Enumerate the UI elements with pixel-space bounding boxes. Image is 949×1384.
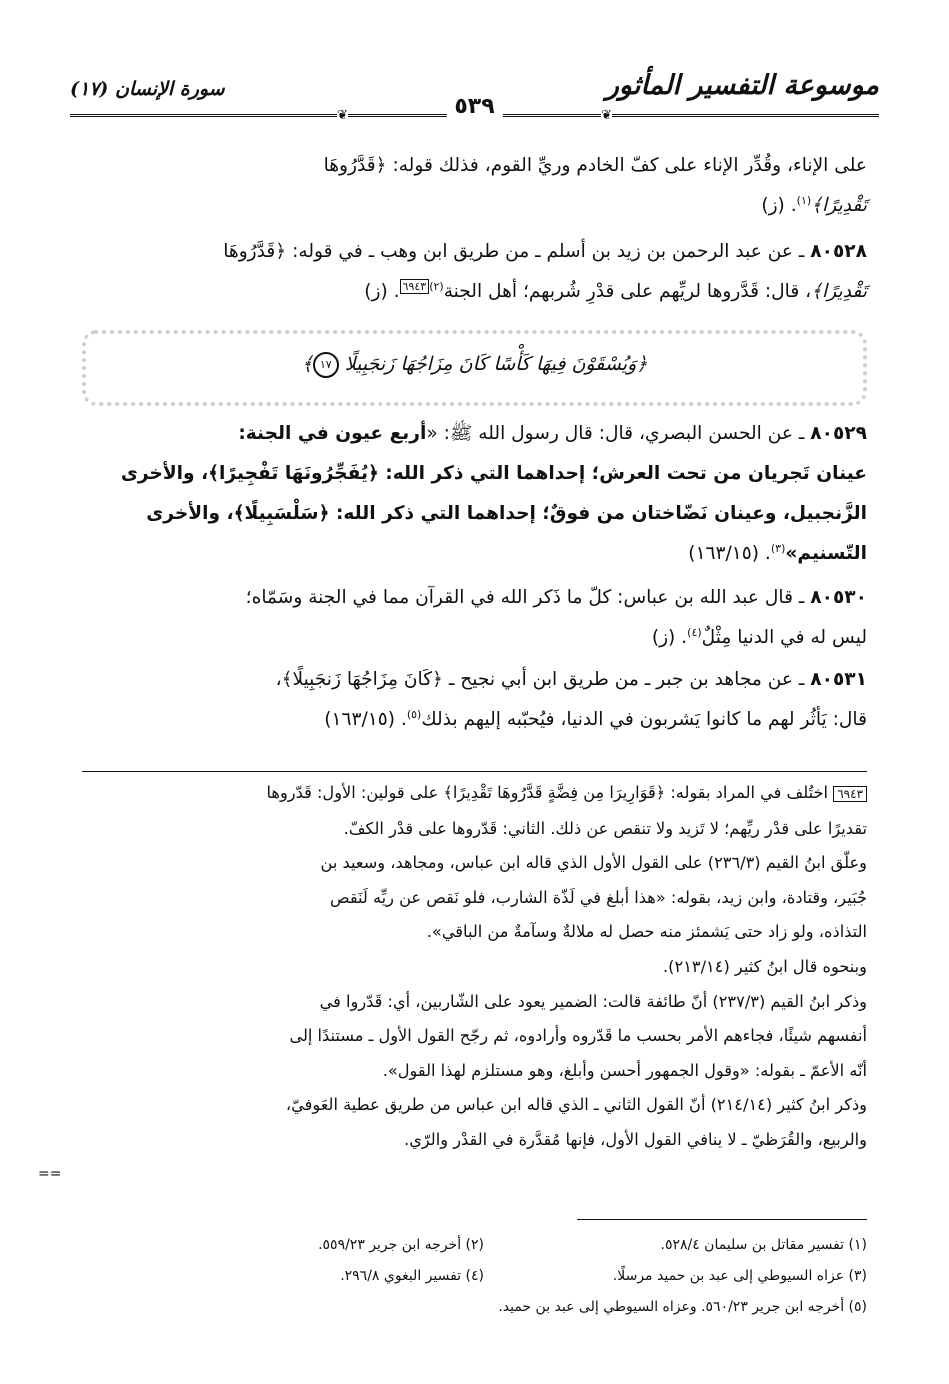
ornament-icon: ❦ (336, 108, 348, 123)
ornament-icon: ❦ (601, 108, 613, 123)
ayah-frame (82, 330, 867, 406)
text-fragment: . (١٦٣/١٥) (324, 709, 407, 730)
text-line (82, 232, 867, 272)
margin-mark: == (38, 1166, 62, 1182)
narration-80529 (82, 414, 867, 574)
text-line: الزَّنجبيل، وعينان نَضّاختان من فوقٌ؛ إحداهما التي ذكر الله: ﴿سَلْسَبِيلًا﴾، والأخرى (146, 503, 867, 524)
surah-label: سورة الإنسان (١٧) (70, 78, 225, 100)
narration-number: ٨٠٥٣٠ (810, 587, 867, 608)
note-line: أنّه الأعمّ ـ بقوله: «وقول الجمهور أحسن وأبلغ، وهو مستلزم لهذا القول». (382, 1060, 867, 1080)
note-line: التذاذه، ولو زاد حتى يَشمئز منه حصل له ملالةٌ وسآمةٌ من الباقي». (426, 922, 867, 942)
footnote-1: (١) تفسير مقاتل بن سليمان ٥٢٨/٤. (660, 1237, 867, 1253)
text-line (82, 578, 867, 618)
narration-number: ٨٠٥٣١ (810, 669, 867, 690)
text-fragment: ـ قال عبد الله بن عباس: كلّ ما ذَكر الله في القرآن مما في الجنة وسَمّاه؛ (245, 587, 811, 608)
footnote-ref: (٥) (406, 707, 422, 721)
note-line: والربيع، والقُرَظيّ ـ لا ينافي القول الأول، فإنها مُقدَّرة في القدْر والرّي. (404, 1129, 867, 1149)
footnote-ref: (٤) (687, 625, 702, 639)
text-fragment: ، قال: قَدَّروها لريِّهم على قدْرِ شُربهم؛ أهل الجنة (443, 281, 812, 302)
text-fragment: . (١٦٣/١٥) (688, 543, 771, 564)
text-line (82, 272, 867, 312)
ayah-close: ﴾ (301, 353, 313, 375)
text-fragment: . (ز) (761, 195, 797, 216)
footnote-5: (٥) أخرجه ابن جرير ٥٦٠/٢٣. وعزاه السيوطي إلى عبد بن حميد. (498, 1299, 867, 1315)
footnote-3: (٣) عزاه السيوطي إلى عبد بن حميد مرسلًا. (612, 1268, 867, 1284)
text-line (82, 700, 867, 740)
note-line: تقديرًا على قدْر ريِّهم؛ لا تَزيد ولا تنقص عن ذلك. الثاني: قَدّروها على قدْر الكفّ. (343, 818, 867, 838)
note-line: وذكر ابنُ كثير (٢١٤/١٤) أنّ القول الثاني ـ الذي قاله ابن عباس من طريق عطية العَوفيّ، (285, 1095, 867, 1115)
footnote-ref: (١) (796, 193, 812, 207)
text-fragment: أربع عيون في الجنة: (238, 423, 427, 444)
footnote-ref: (٢) (429, 279, 444, 293)
footnote-4: (٤) تفسير البغوي ٢٩٦/٨. (340, 1268, 484, 1284)
page-number: ٥٣٩ (446, 94, 502, 119)
text-fragment: ليس له في الدنيا مِثْلٌ (701, 627, 867, 648)
text-fragment: اختُلف في المراد بقوله: ﴿قَوَارِيرَا مِن فِضَّةٍ قَدَّرُوهَا تَقْدِيرًا﴾ على قولين: الأول: قَدّروها (266, 783, 834, 802)
narration-80530 (82, 578, 867, 658)
footnote-ref: (٣) (770, 541, 786, 555)
note-line: جُبَير، وقتادة، وابن زيد، بقوله: «هذا أبلغ في لَذّة الشارب، فلو نَقص عن ريِّه لَنَقص (329, 887, 867, 907)
section-divider (82, 771, 867, 772)
text-line (82, 660, 867, 700)
text-line (82, 414, 867, 454)
note-line (82, 776, 867, 812)
text-fragment: . (ز) (364, 281, 400, 302)
narration-80528 (82, 232, 867, 312)
text-fragment: التّسنيم» (785, 543, 867, 564)
note-number-box: ٦٩٤٣ (833, 786, 867, 802)
text-fragment: ـ عن عبد الرحمن بن زيد بن أسلم ـ من طريق ابن وهب ـ في قوله: ﴿قَدَّرُوهَا (223, 241, 811, 262)
footnote-2: (٢) أخرجه ابن جرير ٥٥٩/٢٣. (318, 1237, 484, 1253)
ayah-number: ١٧ (313, 352, 339, 378)
note-line: وبنحوه قال ابنُ كثير (٢١٣/١٤). (663, 956, 867, 976)
note-ref-box: ٦٩٤٣ (400, 279, 430, 294)
text-fragment: ـ عن الحسن البصري، قال: قال رسول الله ﷺ: « (426, 423, 811, 444)
text-line: عينان تَجريان من تحت العرش؛ إحداهما التي ذكر الله: ﴿يُفَجِّرُونَهَا تَفْجِيرًا﴾، والأخرى (120, 463, 867, 484)
text-line (82, 186, 867, 226)
quran-quote: تَقْدِيرًا﴾ (811, 281, 867, 302)
text-line (82, 618, 867, 658)
note-line: أنفسهم شيئًا، فجاءهم الأمر بحسب ما قَدّروه وأرادوه، ثم رجّح القول الأول ـ مستندًا إلى (289, 1026, 867, 1046)
text-fragment: قال: يَأثُر لهم ما كانوا يَشربون في الدنيا، فيُحبّبه إليهم بذلك (421, 709, 867, 730)
intro-paragraph (82, 146, 867, 226)
quran-quote: تَقْدِيرًا﴾ (811, 195, 867, 216)
text-fragment: . (ز) (651, 627, 688, 648)
ayah-text (86, 352, 863, 378)
ayah-quote: ﴿وَيُسْقَوْنَ فِيهَا كَأْسًا كَانَ مِزَاجُهَا زَنجَبِيلًا (344, 353, 648, 375)
book-title: موسوعة التفسير المأثور (605, 70, 879, 101)
narration-number: ٨٠٥٢٨ (810, 241, 867, 262)
narration-80531 (82, 660, 867, 740)
text-line: على الإناء، وقُدِّر الإناء على كفّ الخادم وريِّ القوم، فذلك قوله: ﴿قَدَّرُوهَا (323, 155, 867, 176)
footnote-separator (577, 1219, 867, 1220)
narration-number: ٨٠٥٢٩ (810, 423, 867, 444)
note-line: وعلّق ابنُ القيم (٢٣٦/٣) على القول الأول الذي قاله ابن عباس، ومجاهد، وسعيد بن (320, 853, 867, 873)
text-line (82, 534, 867, 574)
editorial-note (82, 776, 867, 1158)
text-fragment: ـ عن مجاهد بن جبر ـ من طريق ابن أبي نجيح ـ ﴿كَانَ مِزَاجُهَا زَنجَبِيلًا﴾، (275, 669, 811, 690)
note-line: وذكر ابنُ القيم (٢٣٧/٣) أنّ طائفة قالت: الضمير يعود على الشّاربين، أي: قَدّروا في (319, 991, 867, 1011)
